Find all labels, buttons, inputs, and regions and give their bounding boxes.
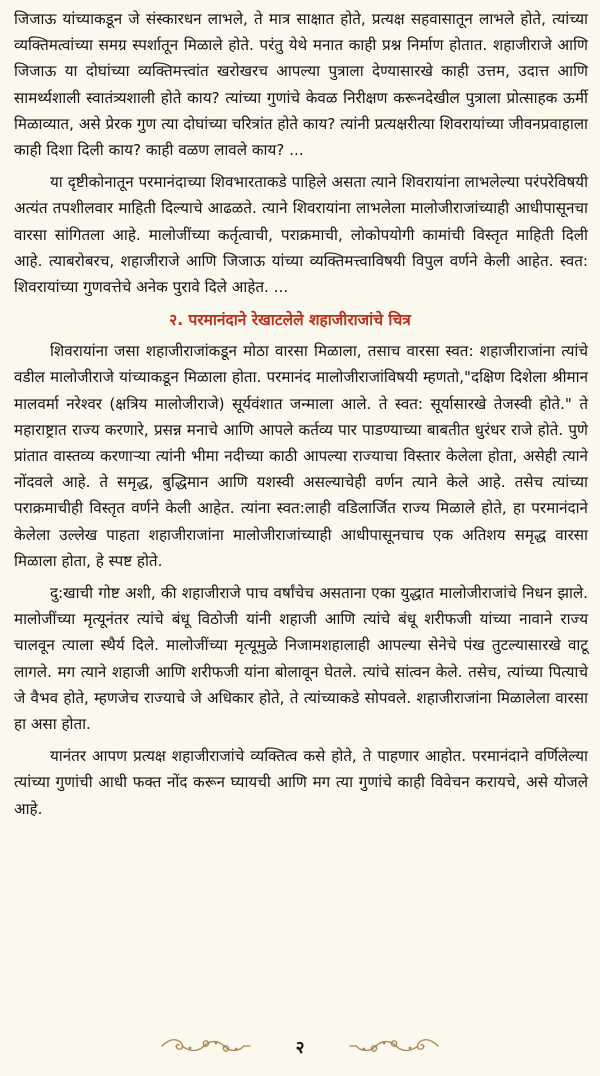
paragraph-section-2: दु:खाची गोष्ट अशी, की शहाजीराजे पाच वर्षांचेच असताना एका युद्धात मालोजीराजांचे निधन झाले. मालोजींच्या मृत्यूनंतर त्यांचे बंधू विठोजी यांनी शहाजी आणि त्यांचे बंधू शरीफजी यांच्या नावाने राज्य चालवून त्याला स्थैर्य दिले. मालोजींच्या मृत्यूमुळे निजामशहालाही आपल्या सेनेचे पंख तुटल्यासारखे वाटू लागले. मग त्याने शहाजी आणि शरीफजी यांना बोलावून घेतले. त्यांचे सांत्वन केले. तसेच, त्यांच्या पित्याचे जे वैभव होते, म्हणजेच राज्याचे जे अधिकार होते, ते त्यांच्याकडे सोपवले. शहाजीराजांना मिळालेला वारसा हा असा होता.	[14, 584, 588, 734]
paragraph-section-3: यानंतर आपण प्रत्यक्ष शहाजीराजांचे व्यक्तित्व कसे होते, ते पाहणार आहोत. परमानंदाने वर्णिलेल्या त्यांच्या गुणांची आधी फक्त नोंद करून घ्यायची आणि मग त्या गुणांचे काही विवेचन करायचे, असे योजले आहे.	[14, 747, 588, 818]
floral-scroll-right-icon	[348, 1036, 440, 1056]
paragraph-intro-1: जिजाऊ यांच्याकडून जे संस्कारधन लाभले, ते मात्र साक्षात होते, प्रत्यक्ष सहवासातून लाभले होते, त्यांच्या व्यक्तिमत्वांच्या समग्र स्पर्शातून मिळाले होते. परंतु येथे मनात काही प्रश्न निर्माण होतात. शहाजीराजे आणि जिजाऊ या दोघांच्या व्यक्तिमत्त्वांत खरोखरच आपल्या पुत्राला देण्यासारखे काही उत्तम, उदात्त आणि सामर्थ्यशाली स्वातंत्र्यशाली होते काय? त्यांच्या गुणांचे केवळ निरीक्षण करूनदेखील पुत्राला प्रोत्साहक ऊर्मी मिळाव्यात, असे प्रेरक गुण त्या दोघांच्या चरित्रांत होते काय? त्यांनी प्रत्यक्षरीत्या शिवरायांच्या जीवनप्रवाहाला काही दिशा दिली काय? काही वळण लावले काय? ...	[14, 10, 588, 160]
page-number: २	[295, 1037, 305, 1058]
paragraph-intro-2: या दृष्टीकोनातून परमानंदाच्या शिवभारताकडे पाहिले असता त्याने शिवरायांना लाभलेल्या परंपरेविषयी अत्यंत तपशीलवार माहिती दिल्याचे आढळते. त्याने शिवरायांना लाभलेला मालोजीराजांच्याही आधीपासूनचा वारसा सांगितला आहे. मालोजींच्या कर्तृत्वाची, पराक्रमाची, लोकोपयोगी कामांची विस्तृत माहिती दिली आहे. त्याबरोबरच, शहाजीराजे आणि जिजाऊ यांच्या व्यक्तिमत्त्वाविषयी विपुल वर्णने केली आहेत. स्वत: शिवरायांच्या गुणवत्तेचे अनेक पुरावे दिले आहेत. ...	[14, 173, 588, 297]
page-footer	[0, 1026, 600, 1066]
section-heading: २. परमानंदाने रेखाटलेले शहाजीराजांचे चित्र	[169, 311, 411, 330]
paragraph-section-1: शिवरायांना जसा शहाजीराजांकडून मोठा वारसा मिळाला, तसाच वारसा स्वत: शहाजीराजांना त्यांचे वडील मालोजीराजे यांच्याकडून मिळाला होता. परमानंद मालोजीराजांविषयी म्हणतो,"दक्षिण दिशेला श्रीमान मालवर्मा नरेश्वर (क्षत्रिय मालोजीराजे) सूर्यवंशात जन्माला आले. ते स्वत: सूर्यासारखे तेजस्वी होते." ते महाराष्ट्रात राज्य करणारे, प्रसन्न मनाचे आणि आपले कर्तव्य पार पाडण्याच्या बाबतीत धुरंधर राजे होते. पुणे प्रांतात वास्तव्य करणाऱ्या त्यांनी भीमा नदीच्या काठी आपल्या राज्याचा विस्तार केलेला होता, असेही त्याने नोंदवले आहे. ते समृद्ध, बुद्धिमान आणि यशस्वी असल्याचेही वर्णन त्याने केले आहे. तसेच त्यांच्या पराक्रमाचीही विस्तृत वर्णने केली आहेत. त्यांना स्वत:लाही वडिलार्जित राज्य मिळाले होते, हा परमानंदाने केलेला उल्लेख पाहता शहाजीराजांना मालोजीराजांच्याही आधीपासूनचाच एक अतिशय समृद्ध वारसा मिळाला होता, हे स्पष्ट होते.	[14, 342, 588, 570]
floral-scroll-left-icon	[160, 1036, 252, 1056]
